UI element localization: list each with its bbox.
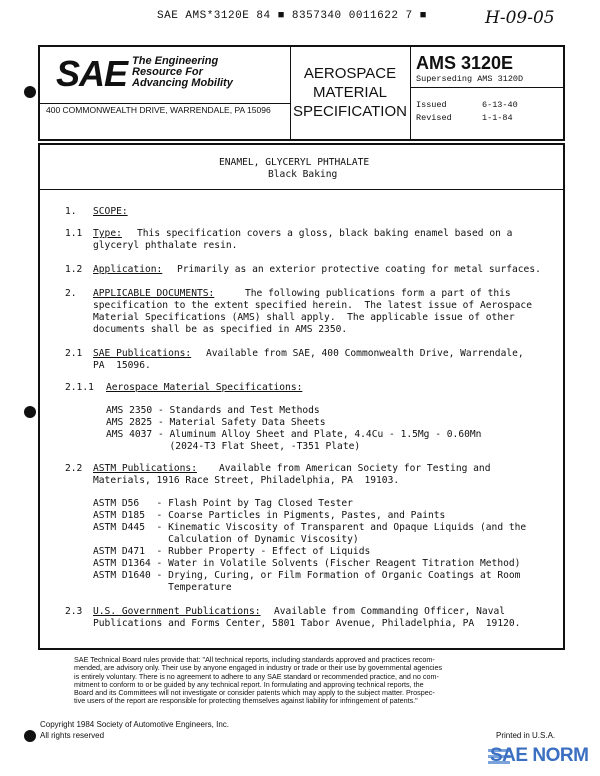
astm-list-item: ASTM D471 - Rubber Property - Effect of Liquids: [93, 546, 371, 557]
logo-divider: [40, 103, 290, 104]
sae-notice: [74, 656, 544, 706]
section-2-3-title: U.S. Government Publications:: [93, 606, 261, 617]
section-1-2-number: 1.2: [65, 264, 83, 275]
section-2-text: specification to the extent specified herein. The latest issue of Aerospace: [93, 300, 532, 311]
section-2-2-text: Available from American Society for Testing and: [219, 463, 491, 474]
section-2-3-number: 2.3: [65, 606, 83, 617]
section-1-2-title: Application:: [93, 264, 163, 275]
spec-title-line: AEROSPACE: [303, 65, 397, 82]
ams-list-item: (2024-T3 Flat Sheet, -T351 Plate): [106, 441, 361, 452]
doc-number: AMS 3120E: [416, 53, 514, 73]
section-2-text: Material Specifications (AMS) shall apply. The applicable issue of other: [93, 312, 515, 323]
section-2-2-number: 2.2: [65, 463, 83, 474]
section-2-1-text: Available from SAE, 400 Commonwealth Drive, Warrendale,: [206, 348, 524, 359]
sae-norm-watermark: [486, 743, 596, 771]
ams-list-item: AMS 4037 - Aluminum Alloy Sheet and Plate, 4.4Cu - 1.5Mg - 0.60Mn: [106, 429, 482, 440]
superseding: Superseding AMS 3120D: [416, 74, 524, 84]
spec-title-line: MATERIAL: [313, 84, 387, 101]
astm-list-item: Calculation of Dynamic Viscosity): [93, 534, 359, 545]
number-divider: [410, 87, 563, 88]
section-2-2-text: Materials, 1916 Race Street, Philadelphia, PA 19103.: [93, 475, 400, 486]
section-2-1-title: SAE Publications:: [93, 348, 192, 359]
notice-line: mended, are advisory only. Their use by anyone engaged in industry or trade or their use by governmental agencies: [74, 663, 443, 673]
tagline: [132, 56, 233, 89]
astm-list-item: ASTM D56 - Flash Point by Tag Closed Tester: [93, 498, 353, 509]
revised-label: Revised: [416, 113, 452, 123]
sae-address: 400 COMMONWEALTH DRIVE, WARRENDALE, PA 15096: [46, 105, 271, 115]
header-number-cell: [410, 47, 563, 139]
section-1-2-text: Primarily as an exterior protective coating for metal surfaces.: [177, 264, 541, 275]
issued-date: 6-13-40: [482, 100, 518, 110]
sae-logo: SAE: [56, 53, 128, 94]
astm-list-item: ASTM D445 - Kinematic Viscosity of Transparent and Opaque Liquids (and the: [93, 522, 527, 533]
tagline-line: Advancing Mobility: [132, 77, 233, 89]
section-2-1-1-title: Aerospace Material Specifications:: [106, 382, 303, 393]
section-2-3-text: Publications and Forms Center, 5801 Tabor Avenue, Philadelphia, PA 19120.: [93, 618, 521, 629]
header-box: [38, 45, 565, 141]
binder-hole-middle: [24, 406, 36, 418]
notice-line: Board and its Committees will not investigate or consider patents which may apply to the subject matter. Prospec-: [74, 688, 435, 698]
astm-list-item: ASTM D185 - Coarse Particles in Pigments, Pastes, and Paints: [93, 510, 446, 521]
section-2-text: The following publications form a part of this: [245, 288, 511, 299]
title-divider: [40, 189, 563, 190]
notice-line: tive users of the report are responsible for protecting themselves against liability for infringement of patents.": [74, 696, 418, 706]
ams-list-item: AMS 2825 - Material Safety Data Sheets: [106, 417, 326, 428]
printed-in: Printed in U.S.A.: [496, 731, 556, 740]
doc-subtitle: Black Baking: [268, 169, 338, 180]
astm-list-item: Temperature: [93, 582, 232, 593]
section-2-1-1-number: 2.1.1: [65, 382, 94, 393]
binder-hole-bottom: [24, 730, 36, 742]
doc-title: ENAMEL, GLYCERYL PHTHALATE: [219, 157, 370, 168]
issued-label: Issued: [416, 100, 447, 110]
scan-header: SAE AMS*3120E 84 ■ 8357340 0011622 7 ■: [157, 10, 427, 22]
astm-list-item: ASTM D1640 - Drying, Curing, or Film Formation of Organic Coatings at Room: [93, 570, 521, 581]
tagline-line: Resource For: [132, 66, 203, 78]
section-2-number: 2.: [65, 288, 77, 299]
section-1-1-text: This specification covers a gloss, black baking enamel based on a: [137, 228, 513, 239]
astm-list-item: ASTM D1364 - Water in Volatile Solvents (Fischer Reagent Titration Method): [93, 558, 521, 569]
section-2-3-text: Available from Commanding Officer, Naval: [274, 606, 506, 617]
section-1-1-number: 1.1: [65, 228, 83, 239]
section-1-number: 1.: [65, 206, 77, 217]
sae-norm-text: SAE NORM: [490, 745, 589, 766]
section-2-title: APPLICABLE DOCUMENTS:: [93, 288, 215, 299]
rights-reserved: All rights reserved: [40, 731, 105, 740]
section-2-1-number: 2.1: [65, 348, 83, 359]
header-title-cell: [290, 47, 411, 139]
notice-line: SAE Technical Board rules provide that: "All technical reports, including standards approved and practices recom-: [74, 655, 435, 664]
section-2-text: documents shall be as specified in AMS 2350.: [93, 324, 348, 335]
ams-list-item: AMS 2350 - Standards and Test Methods: [106, 405, 320, 416]
binder-hole-top: [24, 86, 36, 98]
section-1-title: SCOPE:: [93, 206, 128, 217]
header-logo-cell: [40, 47, 291, 139]
section-1-1-text: glyceryl phthalate resin.: [93, 240, 238, 251]
copyright: Copyright 1984 Society of Automotive Engineers, Inc.: [40, 720, 229, 729]
revised-date: 1-1-84: [482, 113, 513, 123]
notice-line: is entirely voluntary. There is no agreement to adhere to any SAE standard or recommended practice, and no com-: [74, 671, 439, 681]
section-1-1-title: Type:: [93, 228, 122, 239]
section-2-2-title: ASTM Publications:: [93, 463, 197, 474]
spec-title-line: SPECIFICATION: [293, 103, 407, 120]
notice-line: mitment to conform to or be guided by any technical report. In formulating and approving technical reports, the: [74, 679, 424, 689]
handwritten-note: H-09-05: [485, 8, 555, 28]
tagline-line: The Engineering: [132, 55, 219, 67]
section-2-1-text: PA 15096.: [93, 360, 151, 371]
